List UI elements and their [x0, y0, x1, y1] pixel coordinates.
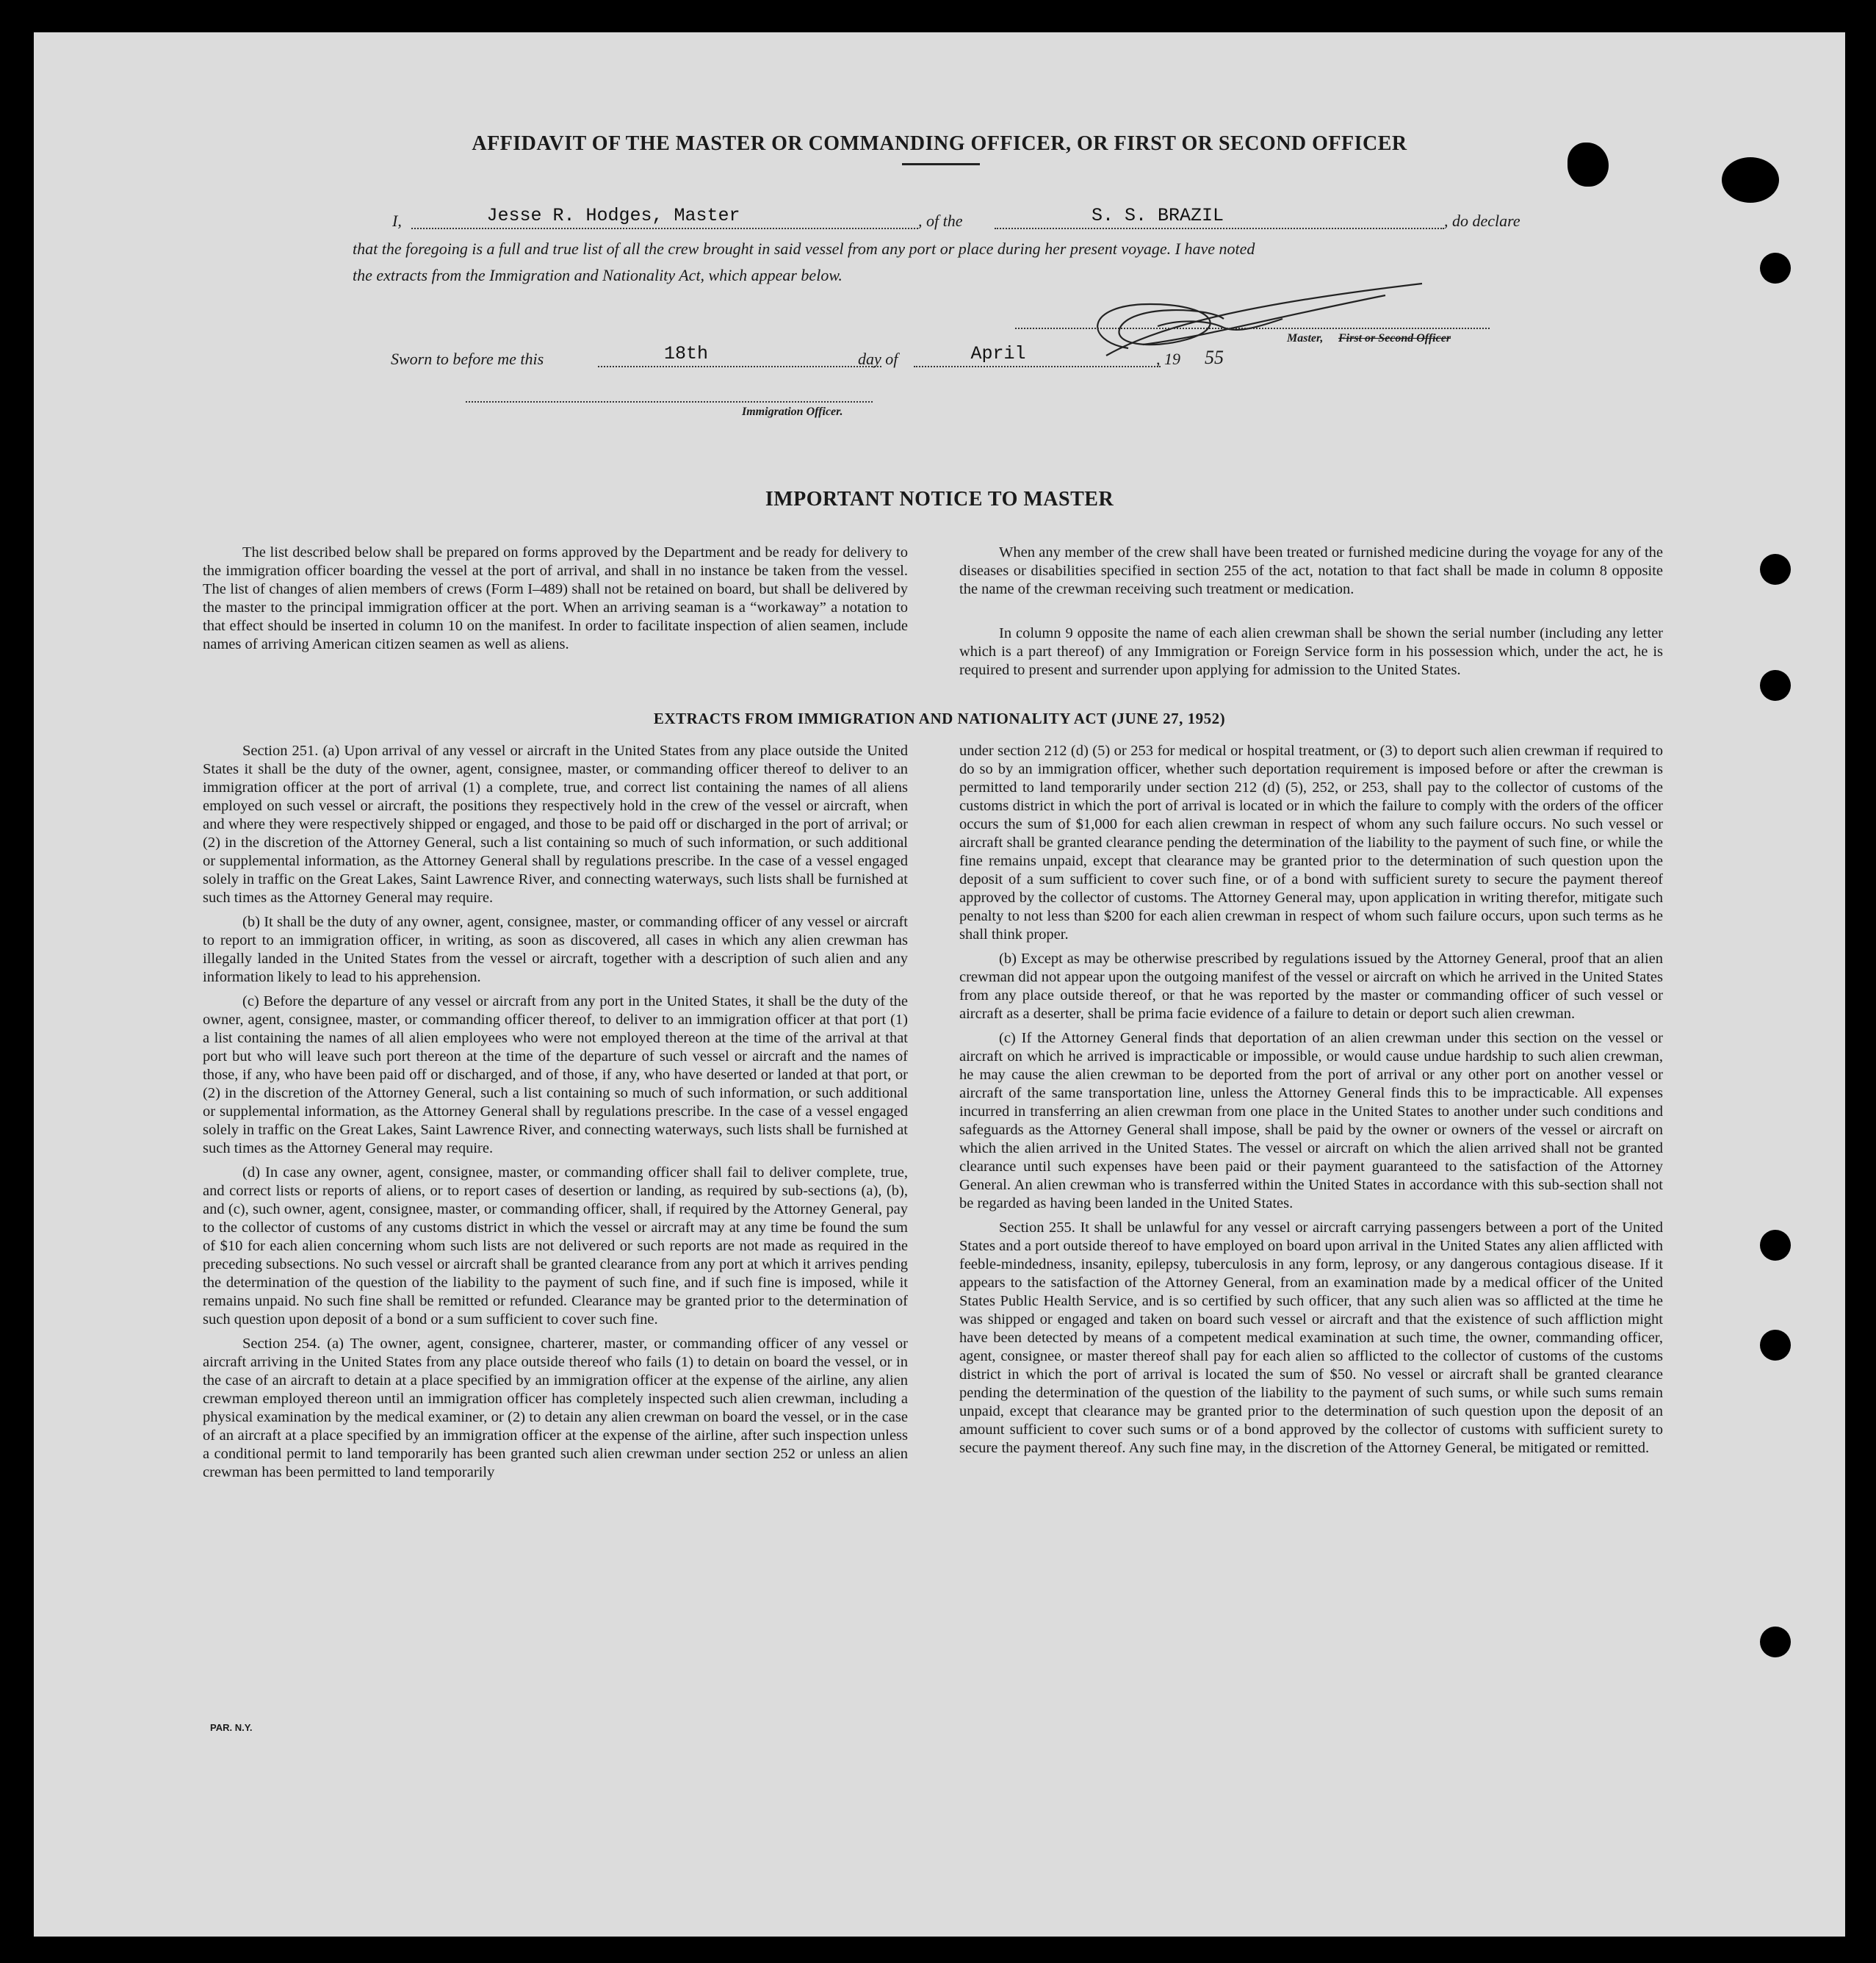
- punch-hole: [1760, 1230, 1791, 1261]
- sworn-month: April: [970, 343, 1026, 364]
- sworn-year: 55: [1205, 347, 1224, 368]
- document-page: [34, 32, 1845, 1937]
- sworn-prefix: Sworn to before me this: [391, 350, 544, 368]
- sworn-month-blank: [914, 366, 1161, 367]
- section-251-d: (d) In case any owner, agent, consignee, master, or commanding officer shall fail to deliver complete, true, and correct lists or reports of aliens, or to report cases of desertion or landing, as required by sub-sections (a), (b), and (c), such owner, agent, consignee, master, or commanding officer, shall, if required by the Attorney General, pay to the collector of customs of any customs district in which the vessel or aircraft may at any time be found the sum of $10 for each alien concerning whom such lists are not delivered or such reports are not made as required in the preceding subsections. No such vessel or aircraft shall be granted clearance from any port at which it arrives pending the determination of the question of the liability to the payment of such fine, and if such fine is imposed, while it remains unpaid. No such fine shall be remitted or refunded. Clearance may be granted prior to the determination of such question upon deposit of a bond or a sum sufficient to cover such fine.: [203, 1164, 908, 1328]
- declaration-line-3: the extracts from the Immigration and Nationality Act, which appear below.: [353, 266, 843, 284]
- section-255: Section 255. It shall be unlawful for any vessel or aircraft carrying passengers between a port of the United States and a port outside thereof to have employed on board upon arrival in the United States any alien afflicted with feeble-mindedness, insanity, epilepsy, tuberculosis in any form, leprosy, or any dangerous contagious disease. If it appears to the satisfaction of the Attorney General, from an examination made by a medical officer of the United States Public Health Service, and is so certified by such officer, that any such alien was so afflicted at the time he was shipped or engaged and taken on board such vessel or aircraft and that the existence of such affliction might have been detected by means of a competent medical examination at such time, the owner, commanding officer, agent, consignee, or master thereof shall pay for each alien so afflicted to the collector of customs of the customs district in which the port of arrival is located the sum of $50. No vessel or aircraft shall be granted clearance pending the determination of the question of the liability to the payment of such sums, or while such sums remain unpaid, except that clearance may be granted prior to the determination of such question upon the deposit of an amount sufficient to cover such sums or of a bond approved by the collector of customs with sufficient surety to secure the payment thereof. Any such fine may, in the discretion of the Attorney General, be mitigated or remitted.: [959, 1220, 1663, 1456]
- extracts-left-column: [203, 742, 908, 1488]
- signature-line: [1015, 328, 1490, 329]
- title-underline: [902, 163, 980, 165]
- do-declare-label: , do declare: [1444, 212, 1520, 230]
- vessel-blank: [995, 228, 1444, 229]
- notice-right-paragraph-1: When any member of the crew shall have been treated or furnished medicine during the voyage for any of the diseases or disabilities specified in section 255 of the act, notation to that fact shall be made in column 8 opposite the name of the crewman receiving such treatment or medication.: [959, 544, 1663, 597]
- declarant-blank: [411, 228, 918, 229]
- punch-hole: [1760, 554, 1791, 585]
- sworn-day: 18th: [663, 343, 708, 364]
- line1-prefix: I,: [392, 212, 402, 230]
- struck-officer-caption: First or Second Officer: [1338, 332, 1451, 345]
- immigration-officer-caption: Immigration Officer.: [742, 406, 843, 418]
- section-251-b: (b) It shall be the duty of any owner, agent, consignee, master, or commanding officer of any vessel or aircraft to report to an immigration officer, in writing, as soon as discovered, all cases in which any alien crewman has illegally landed in the United States from the vessel or aircraft, together with a description of such alien and any information likely to lead to his apprehension.: [203, 914, 908, 985]
- master-signature: [1040, 275, 1459, 370]
- officer-signature-line: [466, 401, 873, 403]
- notice-left-paragraph: The list described below shall be prepared on forms approved by the Department and be ready for delivery to the immigration officer boarding the vessel at the port of arrival, and shall in no instance be taken from the vessel. The list of changes of alien members of crews (Form I–489) shall not be retained on board, but shall be delivered by the master to the principal immigration officer at the port. When an arriving seaman is a “workaway” a notation to that effect should be inserted in column 10 on the manifest. In order to facilitate inspection of alien seamen, include names of arriving American citizen seamen as well as aliens.: [203, 544, 908, 652]
- affidavit-title: AFFIDAVIT OF THE MASTER OR COMMANDING OFFICER, OR FIRST OR SECOND OFFICER: [472, 132, 1407, 155]
- section-254-c: (c) If the Attorney General finds that deportation of an alien crewman under this section on the vessel or aircraft on which he arrived is impracticable or impossible, or would cause undue hardship to such alien crewman, he may cause the alien crewman to be deported from the port of arrival or any other port on another vessel or aircraft of the same transportation line, unless the Attorney General finds this to be impracticable. All expenses incurred in transferring an alien crewman from one place in the United States to another under such conditions and safeguards as the Attorney General shall impose, shall be paid by the owner or owners of the vessel or aircraft on which the alien arrived in the United States. The vessel or aircraft on which the alien arrived shall not be granted clearance until such expenses have been paid or their payment guaranteed to the satisfaction of the Attorney General. An alien crewman who is transferred within the United States in accordance with this sub-section shall not be regarded as having been landed in the United States.: [959, 1030, 1663, 1211]
- section-254-b: (b) Except as may be otherwise prescribed by regulations issued by the Attorney General, proof that an alien crewman did not appear upon the outgoing manifest of the vessel or aircraft on which he arrived in the United States from any place outside thereof, or that he was reported by the master or commanding officer of such vessel or aircraft as a deserter, shall be prima facie evidence of a failure to detain or deport such alien crewman.: [959, 951, 1663, 1022]
- sworn-day-blank: [598, 366, 881, 367]
- notice-right-paragraph-2: In column 9 opposite the name of each alien crewman shall be shown the serial number (including any letter which is a part thereof) of any Immigration or Foreign Service form in his possession which, under the act, he is required to present and surrender upon applying for admission to the United States.: [959, 625, 1663, 678]
- section-251-c: (c) Before the departure of any vessel or aircraft from any port in the United States, it shall be the duty of the owner, agent, consignee, master, or commanding officer thereof, to deliver to an immigration officer at that port (1) a list containing the names of all alien employees who were not employed thereon at the time of the arrival at that port but who will leave such port thereon at the time of the departure of such vessel or aircraft and the names of those, if any, who have been paid off or discharged, and of those, if any, who have deserted or landed at that port, or (2) in the discretion of the Attorney General, such a list containing so much of such information, or such additional or supplemental information, as the Attorney General shall by regulations prescribe. In the case of a vessel engaged solely in traffic on the Great Lakes, Saint Lawrence River, and connecting waterways, such lists shall be furnished at such times as the Attorney General may require.: [203, 993, 908, 1156]
- punch-hole: [1760, 1330, 1791, 1361]
- punch-hole: [1760, 670, 1791, 701]
- declarant-name: Jesse R. Hodges, Master: [486, 205, 740, 226]
- punch-hole: [1760, 253, 1791, 284]
- section-251-a: Section 251. (a) Upon arrival of any vessel or aircraft in the United States from any place outside the United States it shall be the duty of the owner, agent, consignee, master, or commanding officer thereof to deliver to an immigration officer at the port of arrival (1) a complete, true, and correct list containing the names of all aliens employed on such vessel or aircraft, the positions they respectively hold in the crew of the vessel or aircraft, when and where they were respectively shipped or engaged, and those to be paid off or discharged in the port of arrival; or (2) in the discretion of the Attorney General, such a list containing so much of such information, or such additional or supplemental information, as the Attorney General shall by regulations prescribe. In the case of a vessel engaged solely in traffic on the Great Lakes, Saint Lawrence River, and connecting waterways, such lists shall be furnished at such times as the Attorney General may require.: [203, 743, 908, 906]
- extracts-title: EXTRACTS FROM IMMIGRATION AND NATIONALITY ACT (JUNE 27, 1952): [653, 710, 1226, 727]
- of-the-label: , of the: [918, 212, 963, 230]
- day-of-label: day of: [858, 350, 898, 368]
- punch-hole: [1760, 1627, 1791, 1657]
- extracts-right-column: [959, 742, 1663, 1463]
- notice-title: IMPORTANT NOTICE TO MASTER: [765, 488, 1114, 511]
- ink-blot: [1567, 143, 1609, 187]
- section-254-a-continued: under section 212 (d) (5) or 253 for medical or hospital treatment, or (3) to deport such alien crewman if required to do so by an immigration officer, whether such deportation requirement is imposed before or after the crewman is permitted to land temporarily under section 212 (d) (5), 252, or 253, shall pay to the collector of customs of the customs district in which the port of arrival is located or in which the failure to comply with the orders of the officer occurs the sum of $1,000 for each alien crewman in respect of whom any such failure occurs. No such vessel or aircraft shall be granted clearance pending the determination of the liability to the payment of such fine, or while the fine remains unpaid, except that clearance may be granted prior to the determination of such question upon the deposit of a sum sufficient to cover such fine, or of a bond with sufficient surety to secure the payment thereof approved by the collector of customs. The Attorney General may, upon application in writing therefor, mitigate such penalty to not less than $200 for each alien crewman in respect of whom such failure occurs, upon such terms as he shall think proper.: [959, 743, 1663, 943]
- printer-mark: PAR. N.Y.: [210, 1722, 253, 1733]
- year-prefix: , 19: [1156, 350, 1180, 368]
- declaration-line-2: that the foregoing is a full and true list of all the crew brought in said vessel from any port or place during her present voyage. I have noted: [353, 239, 1255, 258]
- ink-blot: [1722, 157, 1779, 203]
- section-254-a: Section 254. (a) The owner, agent, consignee, charterer, master, or commanding officer of any vessel or aircraft arriving in the United States from any place outside thereof who fails (1) to detain on board the vessel, or in the case of an aircraft to detain at a place specified by an immigration officer at the expense of the airline, any alien crewman employed thereon until an immigration officer has completely inspected such alien crewman, including a physical examination by the medical examiner, or (2) to detain any alien crewman on board the vessel, or in the case of an aircraft at a place specified by an immigration officer at the expense of the airline, after such inspection unless a conditional permit to land temporarily has been granted such alien crewman under section 252 or unless an alien crewman has been permitted to land temporarily: [203, 1336, 908, 1480]
- master-caption: Master,: [1287, 332, 1324, 345]
- vessel-name: S. S. BRAZIL: [1091, 205, 1224, 226]
